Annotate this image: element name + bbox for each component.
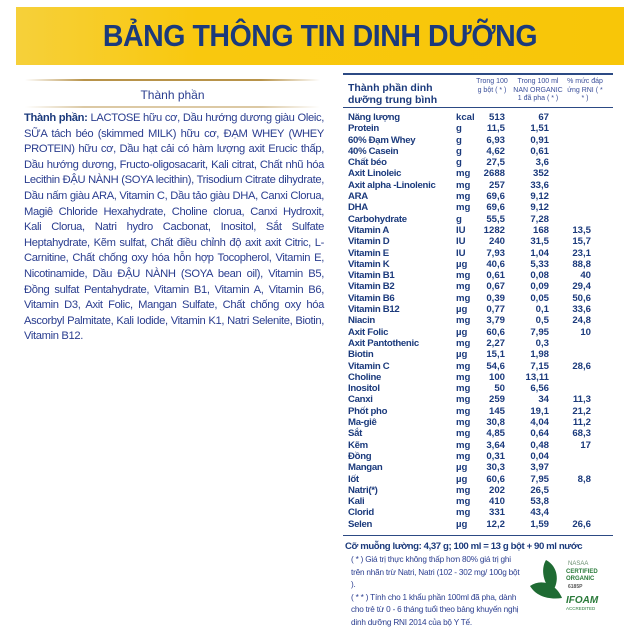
unit: mg xyxy=(456,450,471,462)
table-row xyxy=(343,304,613,315)
per-100g: 0,77 xyxy=(486,304,505,316)
per-100ml: 1,04 xyxy=(530,247,549,259)
per-100g: 54,6 xyxy=(486,360,505,372)
per-100ml: 7,95 xyxy=(530,326,549,338)
footnote: ( * * ) Tính cho 1 khẩu phần 100ml đã pha, dành cho trẻ từ 0 - 6 tháng tuổi theo bảng khuyến nghị dinh dưỡng RNI 2014 của bộ Y Tế. xyxy=(351,592,519,627)
unit: mg xyxy=(456,281,471,293)
table-row xyxy=(343,180,613,191)
divider xyxy=(25,106,320,108)
nutrient-name: 40% Casein xyxy=(348,145,399,157)
unit: mg xyxy=(456,428,471,440)
per-100ml: 3,6 xyxy=(535,157,549,169)
rni-percent: 33,6 xyxy=(572,304,591,316)
unit: mg xyxy=(456,179,471,191)
table-header xyxy=(343,75,613,108)
per-100ml: 1,98 xyxy=(530,349,549,361)
rni-percent: 88,8 xyxy=(572,258,591,270)
table-row xyxy=(343,394,613,405)
per-100ml: 3,97 xyxy=(530,462,549,474)
unit: IU xyxy=(456,236,466,248)
nutrient-name: 60% Đạm Whey xyxy=(348,134,416,146)
per-100ml: 7,95 xyxy=(530,473,549,485)
per-100g: 513 xyxy=(488,112,505,123)
unit: g xyxy=(456,134,462,146)
unit: mg xyxy=(456,439,471,451)
per-100ml: 0,5 xyxy=(535,315,549,327)
table-row xyxy=(343,225,613,236)
unit: mg xyxy=(456,202,471,214)
table-row xyxy=(343,248,613,259)
table-row xyxy=(343,372,613,383)
rni-percent: 8,8 xyxy=(577,473,591,485)
table-row xyxy=(343,327,613,338)
per-100g: 11,5 xyxy=(486,123,505,135)
table-row xyxy=(343,270,613,281)
per-100g: 12,2 xyxy=(486,518,505,530)
ingredients-text xyxy=(24,111,324,345)
per-100ml: 0,09 xyxy=(530,281,549,293)
unit: mg xyxy=(456,496,471,508)
table-row xyxy=(343,451,613,462)
table-row xyxy=(343,168,613,179)
per-100ml: 5,33 xyxy=(530,258,549,270)
per-100g: 2688 xyxy=(483,168,505,180)
unit: g xyxy=(456,145,462,157)
unit: µg xyxy=(456,349,468,361)
unit: µg xyxy=(456,258,468,270)
unit: mg xyxy=(456,417,471,429)
table-row xyxy=(343,462,613,473)
nutrient-name: Vitamin B1 xyxy=(348,270,395,282)
per-100ml: 0,48 xyxy=(530,439,549,451)
per-100g: 60,6 xyxy=(486,473,505,485)
unit: IU xyxy=(456,247,466,259)
per-100ml: 26,5 xyxy=(530,484,549,496)
per-100ml: 0,04 xyxy=(530,450,549,462)
per-100g: 30,8 xyxy=(486,417,505,429)
table-row xyxy=(343,406,613,417)
table-row xyxy=(343,428,613,439)
per-100g: 0,31 xyxy=(486,450,505,462)
per-100g: 259 xyxy=(488,394,505,406)
per-100g: 27,5 xyxy=(486,157,505,169)
rni-percent: 11,2 xyxy=(572,417,591,429)
nutrient-name: Sắt xyxy=(348,428,363,440)
nutrient-name: Biotin xyxy=(348,349,374,361)
nutrient-name: Natri(*) xyxy=(348,484,378,496)
logo-text: CERTIFIED xyxy=(566,569,598,575)
rni-percent: 68,3 xyxy=(572,428,591,440)
serving-size: Cỡ muỗng lường: 4,37 g; 100 ml = 13 g bột + 90 ml nước xyxy=(345,541,583,552)
per-100ml: 43,4 xyxy=(530,507,549,519)
title-banner xyxy=(16,7,624,65)
table-row xyxy=(343,191,613,202)
nutrient-name: Vitamin B2 xyxy=(348,281,395,293)
organic-certification-logo xyxy=(528,556,603,611)
header-col2: Trong 100 ml NAN ORGANIC 1 đã pha ( * ) xyxy=(513,78,563,102)
per-100ml: 13,11 xyxy=(525,371,549,383)
nutrient-name: Canxi xyxy=(348,394,373,406)
per-100ml: 67 xyxy=(538,112,549,123)
nutrient-name: Vitamin K xyxy=(348,258,390,270)
nutrient-name: Choline xyxy=(348,371,382,383)
unit: µg xyxy=(456,473,468,485)
rni-percent: 17 xyxy=(580,439,591,451)
table-row xyxy=(343,293,613,304)
unit: mg xyxy=(456,405,471,417)
table-row xyxy=(343,349,613,360)
unit: mg xyxy=(456,191,471,203)
unit: µg xyxy=(456,304,468,316)
unit: mg xyxy=(456,371,471,383)
per-100ml: 53,8 xyxy=(530,496,549,508)
nutrient-name: Axit Folic xyxy=(348,326,389,338)
table-row xyxy=(343,474,613,485)
per-100g: 15,1 xyxy=(486,349,505,361)
divider xyxy=(25,79,320,81)
per-100ml: 0,05 xyxy=(530,292,549,304)
per-100g: 60,6 xyxy=(486,326,505,338)
table-row xyxy=(343,338,613,349)
per-100ml: 0,08 xyxy=(530,270,549,282)
table-row xyxy=(343,485,613,496)
rni-percent: 21,2 xyxy=(572,405,591,417)
per-100g: 257 xyxy=(488,179,505,191)
per-100g: 100 xyxy=(488,371,505,383)
per-100ml: 352 xyxy=(532,168,549,180)
nutrient-name: Năng lượng xyxy=(348,112,400,123)
rni-percent: 28,6 xyxy=(572,360,591,372)
nutrient-name: Đồng xyxy=(348,450,372,462)
per-100ml: 33,6 xyxy=(530,179,549,191)
nutrient-name: Vitamin A xyxy=(348,224,390,236)
table-row xyxy=(343,157,613,168)
per-100g: 0,39 xyxy=(486,292,505,304)
table-row xyxy=(343,112,613,123)
table-row xyxy=(343,123,613,134)
nutrient-name: Ma-giê xyxy=(348,417,377,429)
leaf-icon xyxy=(528,556,568,601)
per-100g: 202 xyxy=(488,484,505,496)
per-100g: 0,61 xyxy=(486,270,505,282)
rni-percent: 26,6 xyxy=(572,518,591,530)
per-100ml: 9,12 xyxy=(530,202,549,214)
per-100ml: 6,56 xyxy=(530,383,549,395)
nutrition-table xyxy=(343,73,613,536)
per-100g: 4,85 xyxy=(486,428,505,440)
unit: g xyxy=(456,157,462,169)
nutrient-name: Kali xyxy=(348,496,365,508)
nutrient-name: Axit alpha -Linolenic xyxy=(348,179,436,191)
per-100g: 50 xyxy=(494,383,505,395)
footnotes xyxy=(351,554,521,629)
unit: mg xyxy=(456,360,471,372)
per-100g: 410 xyxy=(488,496,505,508)
table-row xyxy=(343,236,613,247)
per-100g: 4,62 xyxy=(486,145,505,157)
per-100g: 7,93 xyxy=(486,247,505,259)
unit: mg xyxy=(456,383,471,395)
table-row xyxy=(343,417,613,428)
rni-percent: 15,7 xyxy=(572,236,591,248)
unit: mg xyxy=(456,292,471,304)
table-row xyxy=(343,259,613,270)
unit: mg xyxy=(456,315,471,327)
unit: mg xyxy=(456,337,471,349)
unit: µg xyxy=(456,518,468,530)
ingredients-list: LACTOSE hữu cơ, Dầu hướng dương giàu Oleic, SỮA tách béo (skimmed MILK) hữu cơ, ĐẠM WHEY (WHEY PROTEIN) hữu cơ, Dầu hạt cải có hàm lượng axit Erucic thấp, Dầu hướng dương, Fructo-oligosacarit, Kali citrat, Chất nhũ hóa Lecithin ĐẬU NÀNH (SOYA lecithin), Trisodium Citrate dihydrate, Dầu nấm giàu ARA, Vitamin C, Dầu tảo giàu DHA, Canxi Clorua, Magiê Chloride Hexahydrate, Choline clorua, Canxi Hydroxit, Kali Clorua, Natri hydro Cacbonat, Inositol, Sắt Sulfate Heptahydrate, Kẽm sulfat, Chất điều chỉnh độ axit axit Citric, L-Carnitine, Chất chống oxy hóa hỗn hợp Tocopherol, Vitamin E, Nicotinamide, Dầu ĐẬU NÀNH (SOYA bean oil), Vitamin B5, Đồng sulfat Pentahydrate, Vitamin B1, Vitamin A, Vitamin B6, Vitamin D3, Axit Folic, Mangan Sulfate, Chất chống oxy hóa Ascorbyl Palmitate, Kali Iodide, Vitamin K1, Natri Selenite, Biotin, Vitamin B12. xyxy=(24,112,324,343)
per-100ml: 9,12 xyxy=(530,191,549,203)
rni-percent: 50,6 xyxy=(572,292,591,304)
rni-percent: 11,3 xyxy=(572,394,591,406)
per-100ml: 7,28 xyxy=(530,213,549,225)
unit: mg xyxy=(456,270,471,282)
per-100g: 1282 xyxy=(483,224,505,236)
ingredients-label: Thành phần: xyxy=(24,112,88,124)
rni-percent: 23,1 xyxy=(572,247,591,259)
table-row xyxy=(343,315,613,326)
table-row xyxy=(343,496,613,507)
per-100g: 55,5 xyxy=(486,213,505,225)
nutrient-name: ARA xyxy=(348,191,368,203)
logo-text: NASAA xyxy=(568,561,589,567)
nutrient-name: Chất béo xyxy=(348,157,387,169)
per-100ml: 0,1 xyxy=(535,304,549,316)
page-title: BẢNG THÔNG TIN DINH DƯỠNG xyxy=(102,18,538,53)
rni-percent: 10 xyxy=(580,326,591,338)
nutrient-name: Phốt pho xyxy=(348,405,388,417)
per-100g: 2,27 xyxy=(486,337,505,349)
rni-percent: 13,5 xyxy=(572,224,591,236)
header-name: Thành phần dinh dưỡng trung bình xyxy=(348,82,438,106)
per-100ml: 34 xyxy=(538,394,549,406)
nutrient-name: Carbohydrate xyxy=(348,213,407,225)
per-100ml: 0,91 xyxy=(530,134,549,146)
per-100ml: 31,5 xyxy=(530,236,549,248)
per-100ml: 19,1 xyxy=(530,405,549,417)
table-row xyxy=(343,519,613,530)
nutrient-name: Vitamin E xyxy=(348,247,389,259)
nutrient-name: Protein xyxy=(348,123,379,135)
per-100g: 331 xyxy=(488,507,505,519)
per-100ml: 0,64 xyxy=(530,428,549,440)
unit: mg xyxy=(456,168,471,180)
logo-text: ORGANIC xyxy=(566,576,595,582)
per-100ml: 0,61 xyxy=(530,145,549,157)
table-row xyxy=(343,202,613,213)
table-row xyxy=(343,214,613,225)
per-100ml: 4,04 xyxy=(530,417,549,429)
per-100g: 6,93 xyxy=(486,134,505,146)
header-col3: % mức đáp ứng RNI ( * * ) xyxy=(567,78,603,102)
nutrient-name: Mangan xyxy=(348,462,383,474)
logo-text: 6185P xyxy=(568,584,583,590)
nutrient-name: Vitamin B12 xyxy=(348,304,400,316)
rni-percent: 40 xyxy=(580,270,591,282)
unit: g xyxy=(456,123,462,135)
unit: IU xyxy=(456,224,466,236)
per-100g: 3,64 xyxy=(486,439,505,451)
table-row xyxy=(343,440,613,451)
table-row xyxy=(343,361,613,372)
table-row xyxy=(343,135,613,146)
unit: mg xyxy=(456,484,471,496)
per-100g: 240 xyxy=(488,236,505,248)
per-100g: 3,79 xyxy=(486,315,505,327)
unit: mg xyxy=(456,394,471,406)
footnote: ( * ) Giá trị thực không thấp hơn 80% giá trị ghi trên nhãn trừ Natri, Natri (102 - 302 mg/ 100g bột ). xyxy=(351,555,520,589)
per-100ml: 1,59 xyxy=(530,518,549,530)
unit: µg xyxy=(456,326,468,338)
per-100ml: 7,15 xyxy=(530,360,549,372)
per-100g: 0,67 xyxy=(486,281,505,293)
per-100g: 69,6 xyxy=(486,202,505,214)
logo-text: ACCREDITED xyxy=(566,606,596,611)
nutrient-name: Vitamin B6 xyxy=(348,292,395,304)
table-body xyxy=(343,108,613,536)
nutrient-name: Clorid xyxy=(348,507,374,519)
per-100g: 30,3 xyxy=(486,462,505,474)
nutrient-name: Iốt xyxy=(348,473,359,485)
rni-percent: 29,4 xyxy=(572,281,591,293)
nutrient-name: Axit Pantothenic xyxy=(348,337,419,349)
nutrient-name: DHA xyxy=(348,202,368,214)
table-row xyxy=(343,383,613,394)
nutrient-name: Niacin xyxy=(348,315,375,327)
unit: µg xyxy=(456,462,468,474)
ingredients-heading: Thành phần xyxy=(140,88,205,102)
unit: g xyxy=(456,213,462,225)
table-row xyxy=(343,146,613,157)
table-row xyxy=(343,281,613,292)
nutrient-name: Kẽm xyxy=(348,439,368,451)
per-100ml: 168 xyxy=(532,224,549,236)
nutrient-name: Vitamin C xyxy=(348,360,390,372)
unit: kcal xyxy=(456,112,475,123)
nutrient-name: Selen xyxy=(348,518,373,530)
per-100g: 145 xyxy=(488,405,505,417)
rni-percent: 24,8 xyxy=(572,315,591,327)
unit: mg xyxy=(456,507,471,519)
header-col1: Trong 100 g bột ( * ) xyxy=(476,78,508,94)
per-100ml: 0,3 xyxy=(535,337,549,349)
per-100g: 40,6 xyxy=(486,258,505,270)
logo-text: IFOAM xyxy=(566,595,599,606)
per-100g: 69,6 xyxy=(486,191,505,203)
table-row xyxy=(343,507,613,518)
per-100ml: 1,51 xyxy=(530,123,549,135)
nutrient-name: Vitamin D xyxy=(348,236,390,248)
nutrient-name: Axit Linoleic xyxy=(348,168,402,180)
nutrient-name: Inositol xyxy=(348,383,380,395)
